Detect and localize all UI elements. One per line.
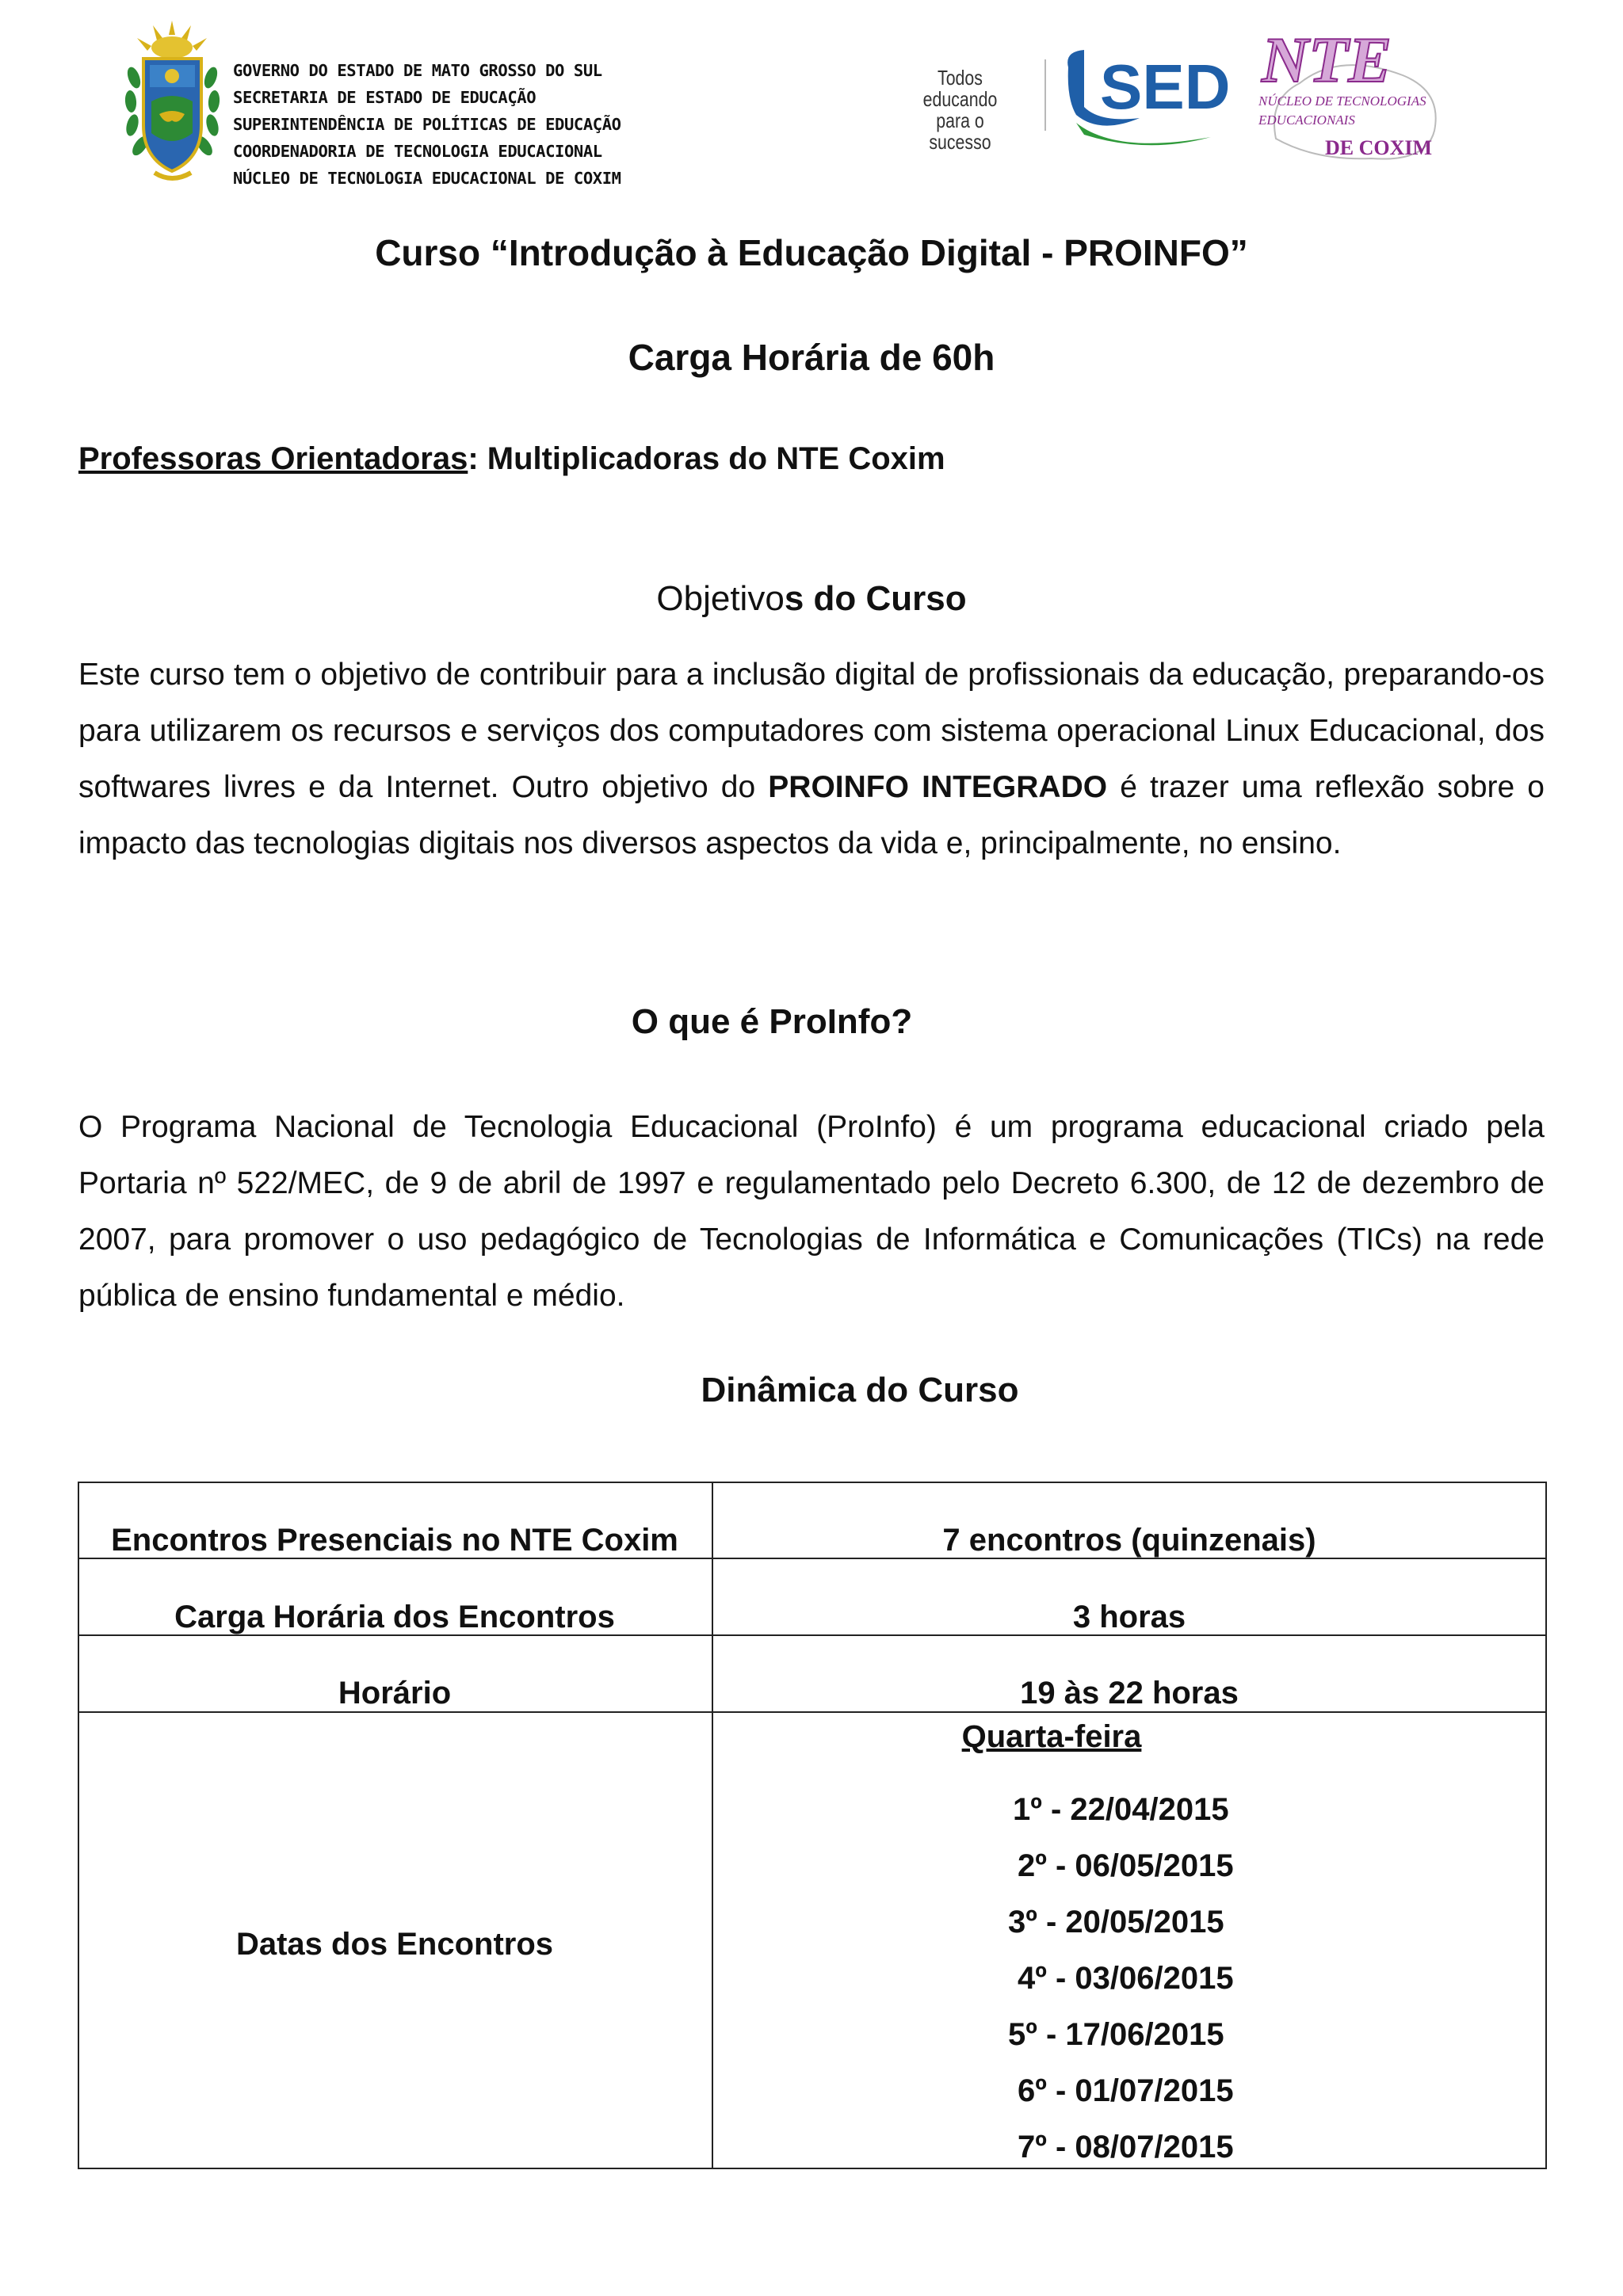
- sed-slogan-line: para o sucesso: [929, 109, 991, 154]
- table-row: [78, 1482, 1547, 1559]
- meeting-date: 2º - 06/05/2015: [1018, 1848, 1234, 1883]
- government-line: COORDENADORIA DE TECNOLOGIA EDUCACIONAL: [233, 142, 602, 161]
- government-header-text: [233, 57, 621, 192]
- table-row-value: 7 encontros (quinzenais): [942, 1523, 1316, 1558]
- meeting-date: 3º - 20/05/2015: [1008, 1905, 1224, 1939]
- table-row-value: 19 às 22 horas: [1020, 1676, 1239, 1711]
- nte-logo-text: NTE: [1262, 24, 1392, 96]
- table-row-label: Carga Horária dos Encontros: [174, 1600, 615, 1634]
- government-line: GOVERNO DO ESTADO DE MATO GROSSO DO SUL: [233, 61, 602, 80]
- dates-row-label: Datas dos Encontros: [235, 1927, 554, 1962]
- objectives-text: Este curso tem o objetivo de contribuir para a inclusão digital de profissionais da educação, preparando-os para utilizarem os recursos e serviços dos computadores com sistema operacional Linux Educacional, dos softwares livres e da Internet. Outro objetivo do: [78, 658, 1545, 804]
- table-row-label: Encontros Presenciais no NTE Coxim: [111, 1523, 678, 1558]
- course-dynamics-table: [78, 1482, 1547, 2169]
- meeting-date: 5º - 17/06/2015: [1008, 2017, 1224, 2052]
- meeting-date: 7º - 08/07/2015: [1018, 2130, 1234, 2164]
- proinfo-paragraph: O Programa Nacional de Tecnologia Educacional (ProInfo) é um programa educacional criado pela Portaria nº 522/MEC, de 9 de abril de 1997 e regulamentado pelo Decreto 6.300, de 12 de dezembro de 2007, para promover o uso pedagógico de Tecnologias de Informática e Comunicações (TICs) na rede pública de ensino fundamental e médio.: [78, 1110, 1545, 1313]
- table-row: [78, 1559, 1547, 1636]
- meeting-date: 1º - 22/04/2015: [1013, 1792, 1229, 1827]
- objectives-paragraph: [78, 646, 1545, 871]
- logo-divider: [1044, 59, 1046, 131]
- proinfo-title: O que é ProInfo?: [631, 1002, 913, 1041]
- table-row: [78, 1636, 1547, 1713]
- government-line: NÚCLEO DE TECNOLOGIA EDUCACIONAL DE COXIM: [233, 169, 621, 188]
- sed-slogan-line: Todos educando: [922, 66, 998, 111]
- nte-logo-subtitle: NÚCLEO DE TECNOLOGIAS: [1258, 93, 1426, 109]
- table-row-label: Horário: [338, 1676, 452, 1711]
- orientation-line: [78, 441, 945, 477]
- meeting-date: 6º - 01/07/2015: [1018, 2073, 1234, 2108]
- sed-logo-text: SED: [1100, 51, 1231, 122]
- objectives-text: é trazer uma reflexão sobre o impacto das tecnologias digitais nos diversos aspectos da vida e, principalmente, no ensino.: [78, 770, 1545, 860]
- coat-of-arms-icon: [123, 14, 222, 187]
- course-title: Curso “Introdução à Educação Digital - PROINFO”: [375, 232, 1248, 273]
- orientation-value: : Multiplicadoras do NTE Coxim: [468, 441, 945, 476]
- objectives-title-normal: Objetivo: [656, 579, 785, 618]
- workload-title: Carga Horária de 60h: [628, 337, 995, 378]
- dates-weekday-heading: Quarta-feira: [961, 1719, 1142, 1754]
- sed-slogan: [911, 67, 1009, 153]
- nte-logo-icon: [1252, 20, 1474, 166]
- objectives-title: [0, 579, 1623, 619]
- government-line: SECRETARIA DE ESTADO DE EDUCAÇÃO: [233, 88, 537, 107]
- government-line: SUPERINTENDÊNCIA DE POLÍTICAS DE EDUCAÇÃO: [233, 115, 621, 134]
- table-row: [78, 1713, 1547, 2169]
- dynamics-title: Dinâmica do Curso: [701, 1371, 1019, 1409]
- meeting-date: 4º - 03/06/2015: [1018, 1961, 1234, 1996]
- sed-logo-icon: [1052, 36, 1282, 154]
- objectives-text-bold: PROINFO INTEGRADO: [768, 770, 1108, 804]
- table-row-value: 3 horas: [1072, 1600, 1186, 1634]
- nte-logo-subtitle: EDUCACIONAIS: [1258, 113, 1355, 128]
- objectives-title-bold: s do Curso: [784, 579, 967, 618]
- orientation-label: Professoras Orientadoras: [78, 441, 468, 476]
- nte-logo-subtitle: DE COXIM: [1325, 136, 1433, 159]
